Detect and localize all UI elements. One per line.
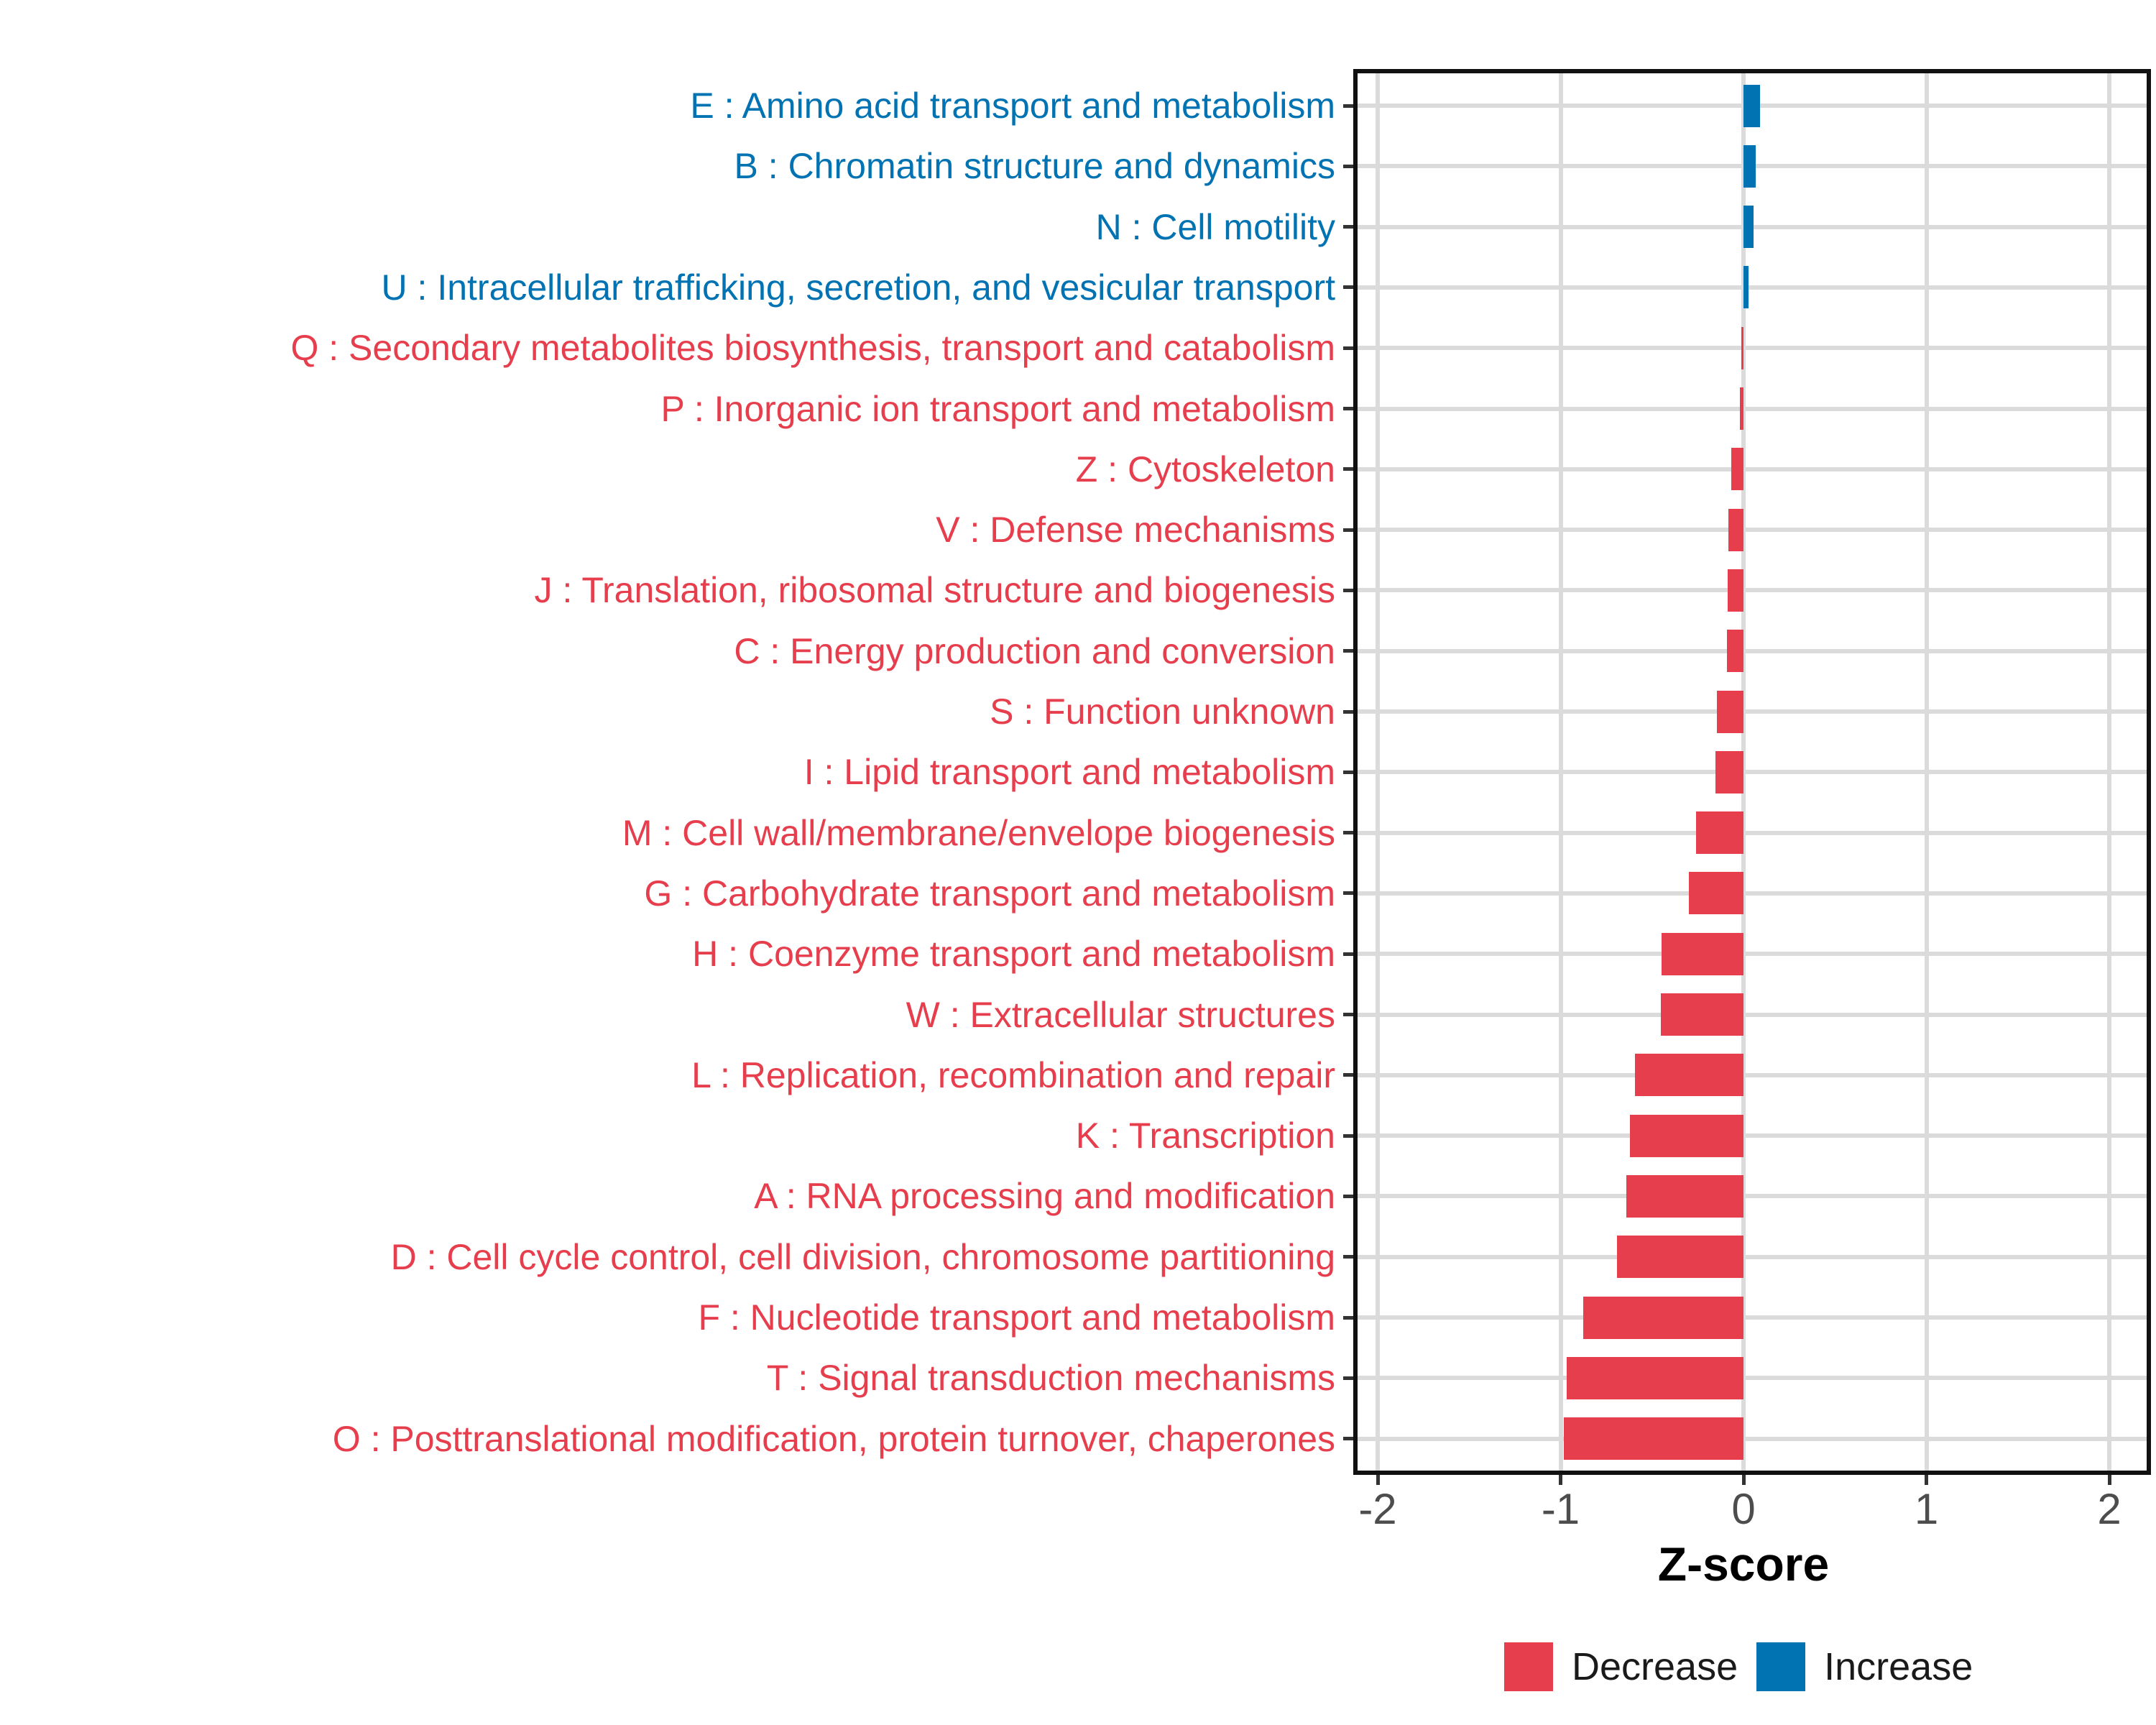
y-tick-Q — [1343, 346, 1353, 350]
bar-N — [1743, 206, 1754, 248]
gridline-y-Z — [1353, 467, 2151, 472]
y-tick-E — [1343, 104, 1353, 108]
y-label-G: G : Carbohydrate transport and metabolism — [644, 873, 1335, 914]
bar-U — [1743, 266, 1749, 308]
y-label-L: L : Replication, recombination and repair — [691, 1054, 1335, 1095]
y-label-J: J : Translation, ribosomal structure and biogenesis — [534, 570, 1335, 611]
bar-L — [1635, 1054, 1743, 1096]
y-tick-C — [1343, 649, 1353, 653]
gridline-y-Q — [1353, 346, 2151, 350]
y-label-H: H : Coenzyme transport and metabolism — [692, 934, 1335, 975]
legend-label-increase: Increase — [1824, 1645, 1973, 1688]
y-label-M: M : Cell wall/membrane/envelope biogenesis — [622, 812, 1335, 853]
gridline-y-L — [1353, 1073, 2151, 1077]
y-tick-V — [1343, 528, 1353, 532]
gridline-y-W — [1353, 1013, 2151, 1017]
y-tick-Z — [1343, 467, 1353, 471]
y-label-B: B : Chromatin structure and dynamics — [734, 146, 1335, 187]
bar-Z — [1731, 448, 1743, 490]
gridline-y-C — [1353, 649, 2151, 653]
y-tick-J — [1343, 589, 1353, 592]
gridline-y-T — [1353, 1376, 2151, 1380]
y-tick-L — [1343, 1073, 1353, 1077]
plot-panel — [1353, 69, 2151, 1475]
y-label-U: U : Intracellular trafficking, secretion, and vesicular transport — [381, 267, 1335, 308]
y-tick-W — [1343, 1013, 1353, 1016]
gridline-y-A — [1353, 1194, 2151, 1198]
x-tick-label-1: 1 — [1914, 1485, 1939, 1533]
bar-P — [1740, 387, 1743, 430]
x-tick--2 — [1376, 1475, 1380, 1485]
y-tick-U — [1343, 285, 1353, 289]
y-tick-N — [1343, 225, 1353, 229]
x-tick-label-2: 2 — [2097, 1485, 2122, 1533]
gridline-y-D — [1353, 1255, 2151, 1259]
y-label-N: N : Cell motility — [1095, 206, 1335, 247]
bar-W — [1661, 993, 1743, 1036]
y-label-S: S : Function unknown — [990, 691, 1335, 732]
gridline-y-U — [1353, 285, 2151, 290]
bar-F — [1583, 1297, 1743, 1339]
x-tick-label-0: 0 — [1731, 1485, 1756, 1533]
gridline-y-F — [1353, 1315, 2151, 1320]
y-tick-I — [1343, 770, 1353, 774]
gridline-y-J — [1353, 588, 2151, 592]
legend-label-decrease: Decrease — [1572, 1645, 1738, 1688]
y-label-A: A : RNA processing and modification — [754, 1176, 1335, 1217]
y-label-K: K : Transcription — [1075, 1116, 1335, 1156]
x-tick-1 — [1925, 1475, 1928, 1485]
bar-A — [1626, 1175, 1743, 1218]
y-label-Z: Z : Cytoskeleton — [1075, 448, 1335, 489]
bar-D — [1617, 1236, 1743, 1278]
gridline-y-V — [1353, 528, 2151, 532]
y-tick-S — [1343, 710, 1353, 714]
y-tick-K — [1343, 1134, 1353, 1138]
x-tick-0 — [1742, 1475, 1746, 1485]
bar-B — [1743, 145, 1756, 188]
bar-G — [1689, 872, 1743, 914]
y-tick-T — [1343, 1376, 1353, 1380]
x-tick-2 — [2108, 1475, 2111, 1485]
gridline-y-G — [1353, 891, 2151, 896]
y-label-D: D : Cell cycle control, cell division, chromosome partitioning — [390, 1236, 1335, 1277]
bar-H — [1662, 933, 1743, 975]
gridline-y-K — [1353, 1133, 2151, 1138]
gridline-y-O — [1353, 1437, 2151, 1441]
gridline-y-M — [1353, 831, 2151, 835]
bar-K — [1630, 1115, 1743, 1157]
y-label-T: T : Signal transduction mechanisms — [766, 1358, 1335, 1399]
gridline-y-S — [1353, 709, 2151, 714]
bar-C — [1727, 630, 1743, 672]
y-tick-G — [1343, 891, 1353, 895]
y-label-Q: Q : Secondary metabolites biosynthesis, transport and catabolism — [290, 328, 1335, 369]
x-tick-label--2: -2 — [1358, 1485, 1397, 1533]
y-label-E: E : Amino acid transport and metabolism — [690, 86, 1335, 126]
bar-T — [1567, 1357, 1743, 1399]
bar-S — [1717, 691, 1743, 733]
bar-J — [1728, 569, 1743, 612]
gridline-y-I — [1353, 770, 2151, 774]
y-tick-P — [1343, 407, 1353, 410]
y-tick-O — [1343, 1437, 1353, 1440]
bar-Q — [1741, 327, 1743, 369]
bar-I — [1715, 751, 1743, 794]
y-label-V: V : Defense mechanisms — [936, 510, 1335, 551]
gridline-y-H — [1353, 952, 2151, 956]
gridline-y-P — [1353, 407, 2151, 411]
y-tick-M — [1343, 831, 1353, 834]
y-tick-D — [1343, 1255, 1353, 1259]
bar-M — [1696, 811, 1743, 854]
x-tick--1 — [1559, 1475, 1562, 1485]
x-axis-title: Z-score — [1657, 1537, 1830, 1591]
legend — [1504, 1642, 1973, 1691]
x-tick-label--1: -1 — [1541, 1485, 1580, 1533]
y-tick-H — [1343, 952, 1353, 956]
y-label-C: C : Energy production and conversion — [734, 630, 1335, 671]
y-label-I: I : Lipid transport and metabolism — [803, 752, 1335, 793]
y-label-W: W : Extracellular structures — [906, 994, 1335, 1035]
bar-E — [1743, 85, 1760, 127]
y-label-P: P : Inorganic ion transport and metabolism — [660, 388, 1335, 429]
legend-swatch-decrease — [1504, 1642, 1553, 1691]
legend-swatch-increase — [1756, 1642, 1805, 1691]
y-label-F: F : Nucleotide transport and metabolism — [698, 1297, 1335, 1338]
y-tick-A — [1343, 1195, 1353, 1198]
y-tick-F — [1343, 1316, 1353, 1320]
y-label-O: O : Posttranslational modification, protein turnover, chaperones — [332, 1418, 1335, 1459]
bar-V — [1728, 509, 1743, 551]
y-tick-B — [1343, 165, 1353, 168]
bar-O — [1564, 1417, 1743, 1460]
